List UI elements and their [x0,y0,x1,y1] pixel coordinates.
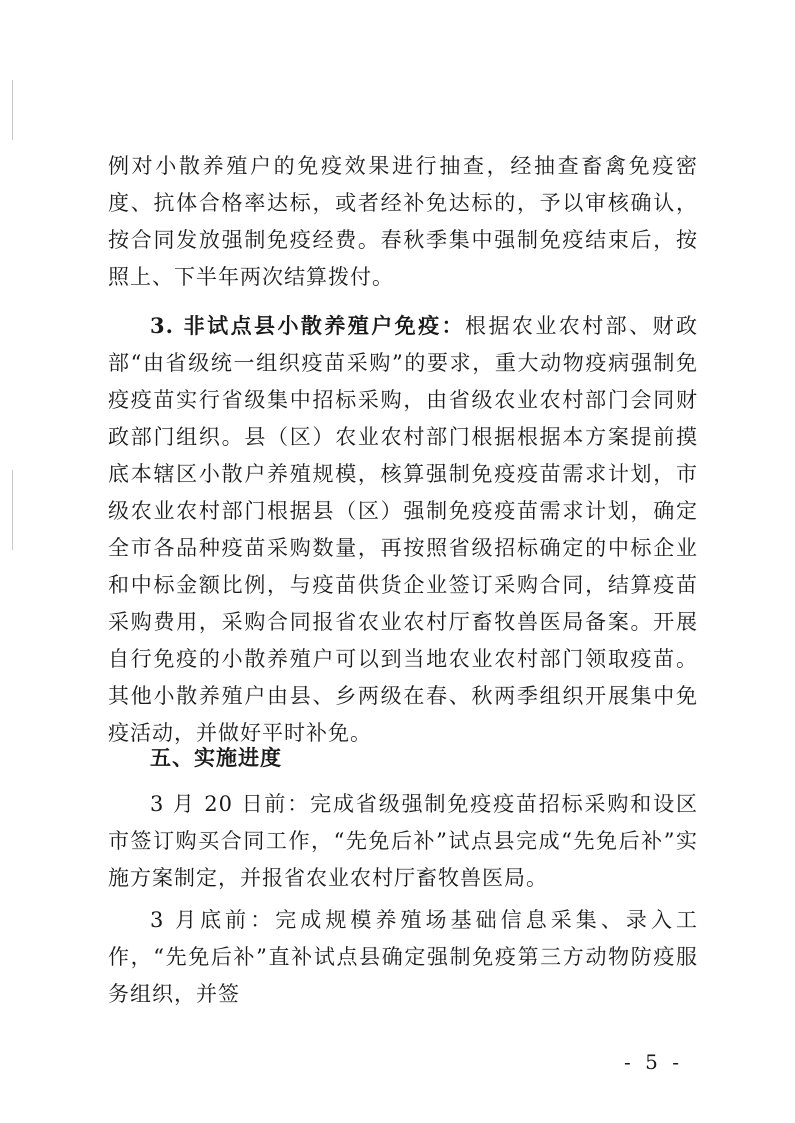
scan-margin-mark [12,80,13,140]
scan-margin-mark [12,470,13,550]
paragraph-continued [108,148,698,296]
page-number: - 5 - [624,1050,683,1074]
schedule-item-text: 3 月 20 日前：完成省级强制免疫疫苗招标采购和设区市签订购买合同工作，“先免后补”试点县完成“先免后补”实施方案制定，并报省农业农村厅畜牧兽医局。 [108,792,698,890]
paragraph-text: 例对小散养殖户的免疫效果进行抽查，经抽查畜禽免疫密度、抗体合格率达标，或者经补免达标的，予以审核确认，按合同发放强制免疫经费。春秋季集中强制免疫结束后，按照上、下半年两次结算拨付。 [108,154,698,289]
section-3-paragraph [108,307,698,752]
section-3-body: 根据农业农村部、财政部“由省级统一组织疫苗采购”的要求，重大动物疫病强制免疫疫苗实行省级集中招标采购，由省级农业农村部门会同财政部门组织。县（区）农业农村部门根据根据本方案提前摸底本辖区小散户养殖规模，核算强制免疫疫苗需求计划，市级农业农村部门根据县（区）强制免疫疫苗需求计划，确定全市各品种疫苗采购数量，再按照省级招标确定的中标企业和中标金额比例，与疫苗供货企业签订采购合同，结算疫苗采购费用，采购合同报省农业农村厅畜牧兽医局备案。开展自行免疫的小散养殖户可以到当地农业农村部门领取疫苗。其他小散养殖户由县、乡两级在春、秋两季组织开展集中免疫活动，并做好平时补免。 [108,314,699,745]
schedule-item-text: 3 月底前：完成规模养殖场基础信息采集、录入工作，“先免后补”直补试点县确定强制免疫第三方动物防疫服务组织，并签 [108,908,698,1006]
schedule-item [108,786,698,897]
section-heading [108,740,698,777]
heading-implementation-schedule: 五、实施进度 [150,746,282,770]
schedule-item [108,902,698,1013]
section-3-title: 3. 非试点县小散养殖户免疫： [150,313,466,338]
